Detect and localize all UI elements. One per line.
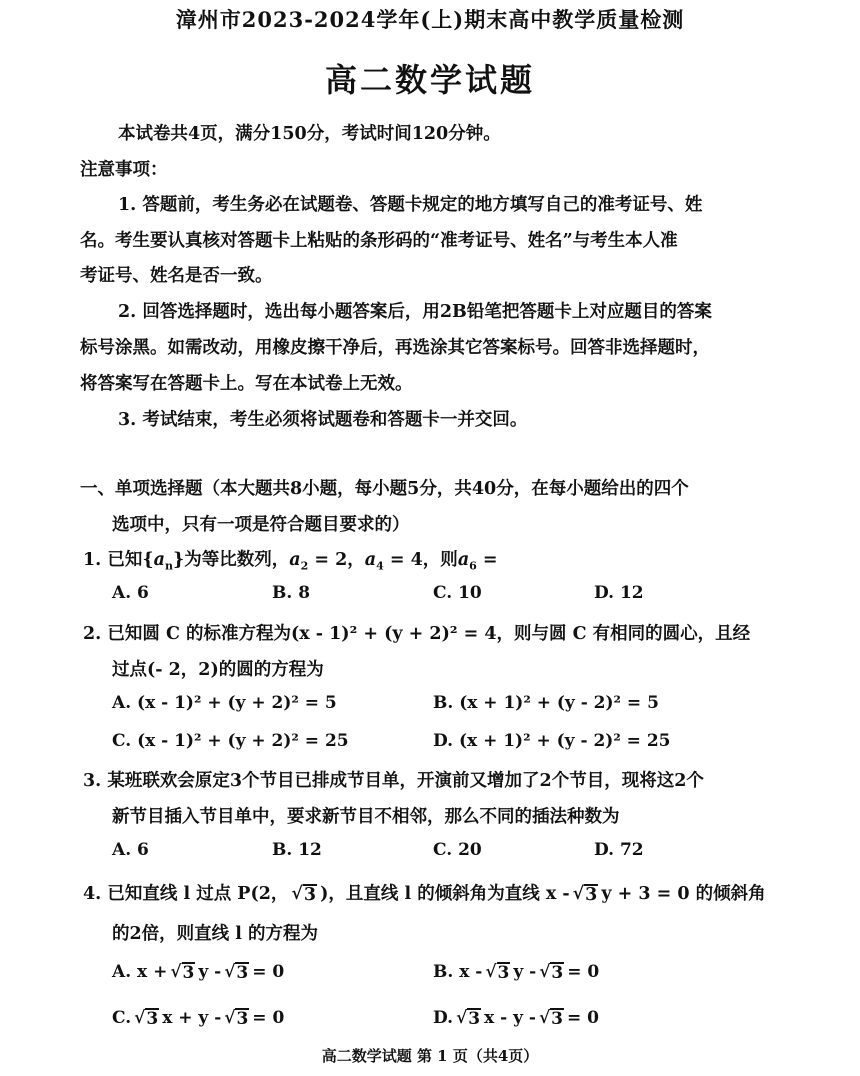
q4-c-pre: C. <box>112 1008 132 1028</box>
exam-header: 漳州市2023-2024学年(上)期末高中教学质量检测 <box>175 7 685 32</box>
sqrt-3-h: √ 3 <box>224 1008 249 1029</box>
page-title: 高二数学试题 <box>324 61 535 99</box>
q4-text-3: y + 3 = 0 的倾斜角 <box>601 884 766 904</box>
q1-a-4: a <box>364 550 377 570</box>
q3-option-b: B. 12 <box>272 840 322 860</box>
q1-sub-n: n <box>164 559 173 573</box>
notice-2-line2: 标号涂黑。如需改动，用橡皮擦干净后，再选涂其它答案标号。回答非选择题时， <box>80 338 710 358</box>
q4-text-1: 4. 已知直线 l 过点 P(2， <box>83 884 289 904</box>
q4-b-end: = 0 <box>567 962 600 982</box>
q4-d-end: = 0 <box>567 1008 600 1028</box>
q4-option-d <box>433 1008 599 1029</box>
q4-d-mid: x - y - <box>484 1008 536 1028</box>
q4-text-2: )，且直线 l 的倾斜角为直线 x - <box>320 884 570 904</box>
notice-3-line1: 3. 考试结束，考生必须将试题卷和答题卡一并交回。 <box>118 410 528 430</box>
q1-eq1: = 2， <box>308 550 365 570</box>
q2-option-d: D. (x + 1)² + (y - 2)² = 25 <box>433 731 671 751</box>
sqrt-3-i: √ 3 <box>456 1008 481 1029</box>
q1-sub-2: 2 <box>300 559 309 573</box>
notice-1-line2: 名。考生要认真核对答题卡上粘贴的条形码的“准考证号、姓名”与考生本人准 <box>80 231 678 251</box>
q2-option-a: A. (x - 1)² + (y + 2)² = 5 <box>112 693 337 713</box>
notice-label: 注意事项： <box>80 160 168 180</box>
sqrt-3-a: √ 3 <box>291 884 317 905</box>
q4-c-end: = 0 <box>252 1008 285 1028</box>
q4-a-pre: A. x + <box>112 962 168 982</box>
q1-option-c: C. 10 <box>433 583 482 603</box>
q4-a-mid: y - <box>198 962 222 982</box>
notice-1-line3: 考证号、姓名是否一致。 <box>80 266 273 286</box>
q1-number: 1. <box>83 550 102 570</box>
q1-text-mid: }为等比数列， <box>172 550 290 570</box>
section-heading-line1: 一、单项选择题（本大题共8小题，每小题5分，共40分，在每小题给出的四个 <box>80 479 689 499</box>
notice-2-line1: 2. 回答选择题时，选出每小题答案后，用2B铅笔把答题卡上对应题目的答案 <box>118 302 712 322</box>
q3-option-a: A. 6 <box>112 840 149 860</box>
q2-option-b: B. (x + 1)² + (y - 2)² = 5 <box>433 693 659 713</box>
q1-a-2: a <box>289 550 301 570</box>
sqrt-3-j: √ 3 <box>538 1008 564 1029</box>
q4-option-a <box>112 962 284 983</box>
notice-1-line1: 1. 答题前，考生务必在试题卷、答题卡规定的地方填写自己的准考证号、姓 <box>118 195 703 215</box>
q3-option-d: D. 72 <box>594 840 644 860</box>
q4-option-b <box>433 962 599 983</box>
q2-option-c: C. (x - 1)² + (y + 2)² = 25 <box>112 731 349 751</box>
q1-a-6: a <box>457 550 470 570</box>
q1-a-n: a <box>153 550 165 570</box>
q1-eq2: = 4，则 <box>383 550 458 570</box>
q1-option-d: D. 12 <box>594 583 644 603</box>
question-3-line2: 新节目插入节目单中，要求新节目不相邻，那么不同的插法种数为 <box>112 807 620 827</box>
sqrt-3-g: √ 3 <box>134 1008 159 1029</box>
q4-b-mid: y - <box>513 962 537 982</box>
q1-sub-6: 6 <box>469 559 477 573</box>
sqrt-3-e: √ 3 <box>485 962 510 983</box>
question-4-line1 <box>83 880 766 905</box>
sqrt-3-b: √ 3 <box>572 884 598 905</box>
q4-option-c <box>112 1008 284 1029</box>
sqrt-3-c: √ 3 <box>170 962 195 983</box>
q4-b-pre: B. x - <box>433 962 483 982</box>
q4-d-pre: D. <box>433 1008 454 1028</box>
q1-eq3: = <box>476 550 498 570</box>
notice-2-line3: 将答案写在答题卡上。写在本试卷上无效。 <box>80 374 413 394</box>
q1-sub-4: 4 <box>376 559 384 573</box>
sqrt-3-d: √ 3 <box>224 962 249 983</box>
intro-text: 本试卷共4页，满分150分，考试时间120分钟。 <box>118 124 501 144</box>
q4-a-end: = 0 <box>252 962 285 982</box>
question-4-line2: 的2倍，则直线 l 的方程为 <box>112 924 319 944</box>
question-2-line2: 过点(- 2，2)的圆的方程为 <box>112 660 324 680</box>
question-3-line1: 3. 某班联欢会原定3个节目已排成节目单，开演前又增加了2个节目，现将这2个 <box>83 771 704 791</box>
question-1 <box>83 546 498 573</box>
q1-option-b: B. 8 <box>272 583 311 603</box>
section-heading-line2: 选项中，只有一项是符合题目要求的） <box>112 515 410 535</box>
sqrt-3-f: √ 3 <box>539 962 564 983</box>
question-2-line1: 2. 已知圆 C 的标准方程为(x - 1)² + (y + 2)² = 4，则与圆 C 有相同的圆心，且经 <box>83 624 751 644</box>
q4-c-mid: x + y - <box>162 1008 222 1028</box>
q1-option-a: A. 6 <box>112 583 149 603</box>
q3-option-c: C. 20 <box>433 840 482 860</box>
page-footer: 高二数学试题 第 1 页（共4页） <box>321 1047 539 1065</box>
q1-text-pre: 已知{ <box>107 550 154 570</box>
